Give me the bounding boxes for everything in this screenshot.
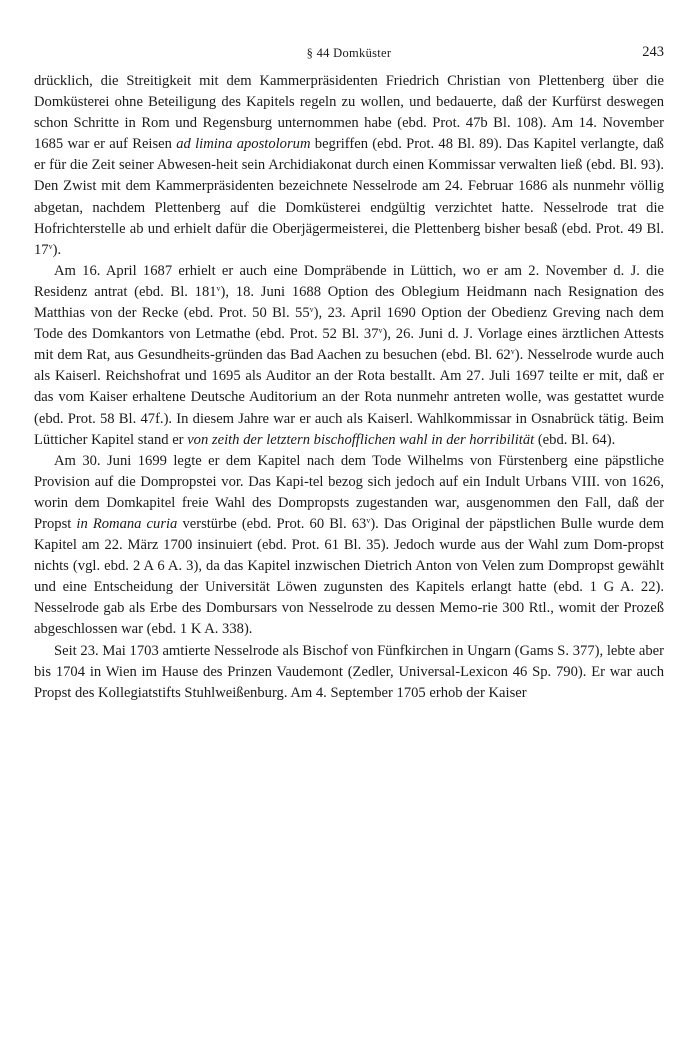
- text-run: Am 16. April 1687 erhielt er auch eine Dompräbende in Lüttich, wo er am 2. November d. J. die Residenz antrat (ebd. Bl. 181: [34, 262, 664, 300]
- text-run: (ebd. Bl. 64).: [534, 431, 616, 448]
- running-head: [34, 44, 664, 64]
- italic-phrase: ad limina apostolorum: [176, 136, 311, 153]
- text-run: begriffen (ebd. Prot. 48 Bl. 89). Das Kapitel verlangte, daß er für die Zeit seiner Abwesen-heit sein Archidiakonat durch einen Kommissar verwalten ließ (ebd. Bl. 93). Den Zwist mit dem Kammerpräsidenten bezeichnete Nesselrode am 24. Februar 1686 als nunmehr völlig abgetan, nachdem Plettenberg auf die Domküsterei endgültig verzichtet hatte. Nesselrode trat die Hofrichterstelle ab und erhielt dafür die Oberjägermeisterei, die Plettenberg bisher besaß (ebd. Prot. 49 Bl. 17: [34, 136, 664, 258]
- text-run: ), 18. Juni 1688 Option des Oblegium Heidmann nach Resignation des Matthias von der Recke (ebd. Prot. 50 Bl. 55: [34, 283, 664, 322]
- folio-superscript: v: [378, 326, 383, 336]
- italic-phrase: in Romana curia: [76, 515, 178, 532]
- folio-superscript: v: [216, 283, 221, 293]
- paragraph: [34, 641, 664, 704]
- text-run: Seit 23. Mai 1703 amtierte Nesselrode als Bischof von Fünfkirchen in Ungarn (Gams S. 377), lebte aber bis 1704 in Wien im Hause des Prinzen Vaudemont (Zedler, Universal-Lexicon 46 Sp. 790). Er war auch Propst des Kollegiatstifts Stuhlweißenburg. Am 4. September 1705 erhob der Kaiser: [34, 642, 664, 701]
- text-run: ). Nesselrode wurde auch als Kaiserl. Reichshofrat und 1695 als Auditor an der Rota bestallt. Am 27. Juli 1697 teilte er mit, daß er das vom Kaiser erhaltene Deutsche Auditorium an der Rota nunmehr antreten wolle, was gestattet wurde (ebd. Prot. 58 Bl. 47f.). In diesem Jahre war er auch als Kaiserl. Wahlkommissar in Osnabrück tätig. Beim Lütticher Kapitel stand er: [34, 347, 664, 448]
- italic-phrase: von zeith der letztern bischofflichen wahl in der horribilität: [187, 431, 535, 448]
- text-run: Am 30. Juni 1699 legte er dem Kapitel nach dem Tode Wilhelms von Fürstenberg eine päpstliche Provision auf die Dompropstei vor. Das Kapi-tel bezog sich jedoch auf ein Indult Urbans VIII. von 1626, worin dem Domkapitel freie Wahl des Dompropsts zugestanden war, ausgenommen den Fall, daß der Propst: [34, 452, 664, 532]
- folio-superscript: v: [48, 241, 53, 251]
- text-run: ), 23. April 1690 Option der Obedienz Greving nach dem Tode des Domkantors von Letmathe (ebd. Prot. 52 Bl. 37: [34, 305, 664, 343]
- text-run: ).: [52, 241, 62, 258]
- section-title: § 44 Domküster: [306, 46, 392, 60]
- text-run: ). Das Original der päpstlichen Bulle wurde dem Kapitel am 22. März 1700 insinuiert (ebd. Prot. 61 Bl. 35). Jedoch wurde aus der Wahl zum Dom-propst nichts (vgl. ebd. 2 A 6 A. 3), da das Kapitel inzwischen Dietrich Anton von Velen zum Dompropst gewählt und eine Entscheidung der Universität Löwen zugunsten des Kapitels erlangt hatte (ebd. 1 G A. 22). Nesselrode gab als Erbe des Dombursars von Nesselrode zu dessen Memo-rie 300 Rtl., womit der Prozeß abgeschlossen war (ebd. 1 K A. 338).: [34, 515, 665, 638]
- paragraph: [34, 261, 664, 451]
- body-text: [34, 71, 664, 704]
- text-run: verstürbe (ebd. Prot. 60 Bl. 63: [177, 515, 367, 532]
- paragraph: [34, 451, 664, 641]
- text-run: drücklich, die Streitigkeit mit dem Kammerpräsidenten Friedrich Christian von Plettenberg über die Domküsterei ohne Beteiligung des Kapitels regeln zu wollen, und bedauerte, daß der Kurfürst deswegen schon Schritte in Rom und Regensburg unternommen habe (ebd. Prot. 47b Bl. 108). Am 14. November 1685 war er auf Reisen: [34, 73, 664, 153]
- paragraph: [34, 71, 664, 261]
- folio-superscript: v: [510, 347, 515, 357]
- folio-superscript: v: [366, 515, 371, 525]
- page-number: 243: [642, 44, 664, 60]
- text-run: ), 26. Juni d. J. Vorlage eines ärztlichen Attests mit dem Rat, aus Gesundheits-gründen das Bad Aachen zu besuchen (ebd. Bl. 62: [34, 326, 664, 364]
- folio-superscript: v: [309, 305, 314, 315]
